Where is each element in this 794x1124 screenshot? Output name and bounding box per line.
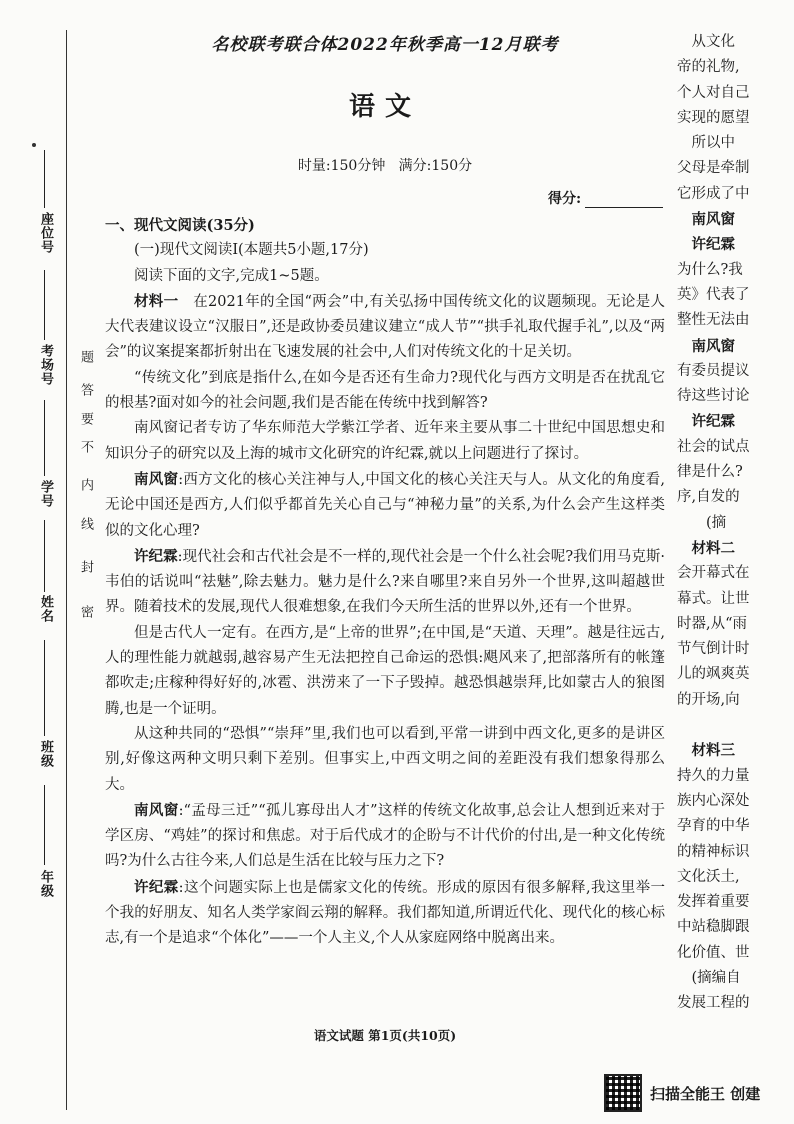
name-label: 姓名 <box>38 595 53 623</box>
right-col-line: 材料二 <box>677 539 735 557</box>
right-col-line: 待这些讨论 <box>677 388 750 405</box>
speaker-label: 南风窗 <box>134 470 179 488</box>
right-col-line: 发展工程的 <box>677 995 750 1012</box>
name-line <box>44 520 45 592</box>
right-col-line: 实现的愿望 <box>677 109 750 126</box>
question-text: :西方文化的核心关注神与人,中国文化的核心关注天与人。从文化的角度看,无论中国还是西方,人们似乎都首先关心自己与“神秘力量”的关系,为什么会产生这样类似的文化心理? <box>105 471 665 539</box>
seat-number-line <box>44 150 45 208</box>
speaker-label: 南风窗 <box>134 801 179 819</box>
right-col-line: 许纪霖 <box>677 413 735 431</box>
paragraph: 南风窗记者专访了华东师范大学紫江学者、近年来主要从事二十世纪中国思想史和知识分子的研究以及上海的城市文化研究的许纪霖,就以上问题进行了探讨。 <box>105 420 665 462</box>
paragraph <box>105 289 665 366</box>
seal-char: 题 <box>78 350 93 363</box>
right-col-line: 帝的礼物, <box>677 59 740 76</box>
right-col-line: 儿的飒爽英 <box>677 666 750 683</box>
right-col-line: 族内心深处 <box>677 792 750 809</box>
exam-title: 名校联考联合体2022年秋季高一12月联考 <box>211 35 559 55</box>
right-col-line: 的开场,向 <box>677 691 740 708</box>
material-text: 在2021年的全国“两会”中,有关弘扬中国传统文化的议题频现。无论是人大代表建议设立“汉服日”,还是政协委员建议建立“成人节”“拱手礼取代握手礼”,以及“两会”的议案提案都折射出在飞速发展的社会中,人们对传统文化的十足关切。 <box>105 293 666 361</box>
speaker-label: 许纪霖 <box>134 878 179 896</box>
grade-line <box>44 785 45 865</box>
subject-title: 语文 <box>348 92 421 122</box>
subsection-title: (一)现代文阅读Ⅰ(本题共5小题,17分) <box>134 242 369 259</box>
paragraph: 但是古代人一定有。在西方,是“上帝的世界”;在中国,是“天道、天理”。越是往远古,人的理性能力就越弱,越容易产生无法把控自己命运的恐惧:飓风来了,把部落所有的帐篷都吹走;庄稼种得好好的,冰雹、洪涝来了一下子毁掉。越恐惧越崇拜,比如蒙古人的狼图腾,也是一个证明。 <box>105 624 665 717</box>
right-col-line: 材料三 <box>677 742 735 760</box>
exam-info: 时量:150分钟 满分:150分 <box>297 158 473 174</box>
section-title: 一、现代文阅读(35分) <box>105 217 255 234</box>
speaker-label: 许纪霖 <box>134 547 178 565</box>
right-col-line: 的精神标识 <box>677 843 750 860</box>
class-label: 班级 <box>38 740 53 768</box>
right-col-line: 时器,从“雨 <box>677 615 748 632</box>
class-line <box>44 640 45 736</box>
student-id-label: 学号 <box>38 480 53 508</box>
right-col-line: 节气倒计时 <box>677 641 750 658</box>
binding-gutter <box>0 0 100 1124</box>
seal-char: 密 <box>78 605 93 618</box>
right-col-line: 发挥着重要 <box>677 894 750 911</box>
student-id-line <box>44 400 45 476</box>
instruction: 阅读下面的文字,完成1~5题。 <box>134 267 329 284</box>
right-col-line: 序,自发的 <box>677 489 740 506</box>
answer-text: :这个问题实际上也是儒家文化的传统。形成的原因有很多解释,我这里举一个我的好朋友、知名人类学家阎云翔的解释。我们都知道,所谓近代化、现代化的核心标志,有一个是追求“个体化”——一个人主义,个人从家庭网络中脱离出来。 <box>105 879 665 947</box>
answer-text: :现代社会和古代社会是不一样的,现代社会是一个什么社会呢?我们用马克斯·韦伯的话说叫“祛魅”,除去魅力。魅力是什么?来自哪里?来自另外一个世界,这叫超越世界。随着技术的发展,现代人很难想象,在我们今天所生活的世界以外,还有一个世界。 <box>105 548 666 616</box>
interview-answer <box>105 544 665 621</box>
right-col-line: 个人对自己 <box>677 84 750 101</box>
interview-question <box>105 467 665 544</box>
passage <box>105 213 665 952</box>
paragraph: 从这种共同的“恐惧”“崇拜”里,我们也可以看到,平常一讲到中西文化,更多的是讲区别,好像这两种文明只剩下差别。但事实上,中西文明之间的差距没有我们想象得那么大。 <box>105 725 665 793</box>
score-field <box>548 188 663 208</box>
right-col-line: 孕育的中华 <box>677 818 750 835</box>
right-col-line: (摘 <box>677 514 727 531</box>
right-col-line: 所以中 <box>677 135 735 152</box>
margin-dot <box>32 143 36 147</box>
right-col-line: 父母是牵制 <box>677 160 750 177</box>
right-col-line: 中站稳脚跟 <box>677 919 750 936</box>
seal-char: 答 <box>78 383 93 396</box>
interview-question <box>105 798 665 875</box>
right-col-line: 文化沃土, <box>677 868 740 885</box>
page-footer: 语文试题 第1页(共10页) <box>313 1028 457 1043</box>
exam-room-line <box>44 270 45 340</box>
right-col-line: 有委员提议 <box>677 362 750 379</box>
right-col-line: 会开幕式在 <box>677 565 750 582</box>
right-col-line: 英》代表了 <box>677 286 750 303</box>
seal-char: 内 <box>78 478 93 491</box>
paragraph: “传统文化”到底是指什么,在如今是否还有生命力?现代化与西方文明是否在扰乱它的根基?面对如今的社会问题,我们是否能在传统中找到解答? <box>105 369 665 412</box>
seal-char: 要 <box>78 412 93 425</box>
seat-number-label: 座位号 <box>38 212 53 254</box>
right-col-line: 南风窗 <box>677 211 735 229</box>
right-col-line: 律是什么? <box>677 464 743 481</box>
right-col-line: 它形成了中 <box>677 185 750 202</box>
right-col-line: 化价值、世 <box>677 944 750 961</box>
right-col-line: 南风窗 <box>677 337 735 355</box>
grade-label: 年级 <box>38 870 53 898</box>
material-label: 材料一 <box>134 292 179 310</box>
right-col-line: 持久的力量 <box>677 767 750 784</box>
score-blank <box>585 195 663 208</box>
next-page-column <box>677 30 794 1017</box>
scanner-label: 扫描全能王 创建 <box>650 1084 761 1103</box>
right-col-line: (摘编自 <box>677 969 741 986</box>
question-text: :“孟母三迁”“孤儿寡母出人才”这样的传统文化故事,总会让人想到近来对于学区房、“鸡娃”的探讨和焦虑。对于后代成才的企盼与不计代价的付出,是一种文化传统吗?为什么古往今来,人们总是生活在比较与压力之下? <box>105 802 665 870</box>
score-label: 得分: <box>548 191 582 207</box>
right-col-line: 从文化 <box>677 34 735 50</box>
right-col-line: 整性无法由 <box>677 312 750 329</box>
right-col-line: 社会的试点 <box>677 438 750 455</box>
scanner-watermark <box>604 1074 760 1112</box>
right-col-line: 许纪霖 <box>677 236 735 254</box>
seal-char: 线 <box>78 517 93 530</box>
exam-room-label: 考场号 <box>38 344 53 386</box>
right-col-line: 幕式。让世 <box>677 590 750 607</box>
seal-char: 不 <box>78 440 93 453</box>
binding-line <box>66 30 67 1110</box>
right-col-line <box>677 713 794 738</box>
interview-answer <box>105 875 665 952</box>
qr-code-icon <box>604 1074 642 1112</box>
seal-char: 封 <box>78 560 93 573</box>
right-col-line: 为什么?我 <box>677 261 743 278</box>
